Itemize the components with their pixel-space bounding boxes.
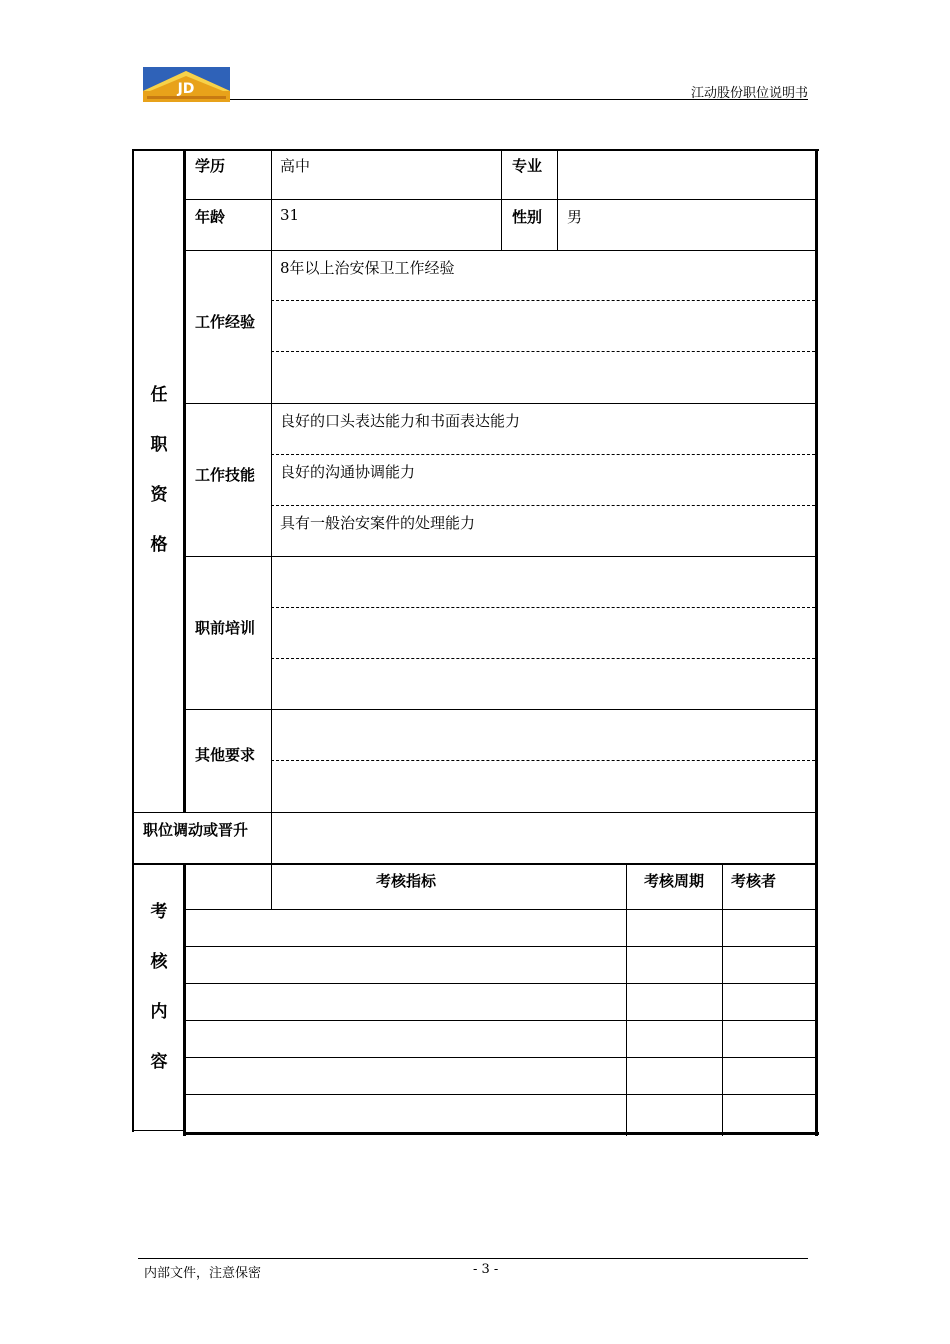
skills-label: 工作技能	[195, 466, 256, 484]
gender-label: 性别	[512, 208, 543, 226]
experience-label: 工作经验	[195, 313, 256, 331]
footer-rule	[138, 1258, 808, 1259]
svg-text:JD: JD	[177, 81, 195, 97]
age-label: 年龄	[195, 208, 226, 226]
assessment-indicator-header: 考核指标	[375, 872, 436, 890]
skills-line-3: 具有一般治安案件的处理能力	[280, 514, 476, 532]
qualification-section-label: 任 职 资 格	[150, 385, 168, 555]
skills-line-1: 良好的口头表达能力和书面表达能力	[280, 412, 521, 430]
company-logo	[143, 67, 230, 102]
promotion-label: 职位调动或晋升	[143, 821, 249, 839]
training-label: 职前培训	[195, 619, 256, 637]
skills-line-2: 良好的沟通协调能力	[280, 463, 416, 481]
document-title: 江动股份职位说明书	[690, 86, 808, 101]
assessment-period-header: 考核周期	[643, 872, 704, 890]
confidential-notice: 内部文件，注意保密	[144, 1266, 262, 1281]
education-value: 高中	[280, 157, 311, 175]
major-label: 专业	[512, 157, 543, 175]
education-label: 学历	[195, 157, 226, 175]
experience-line-1: 8年以上治安保卫工作经验	[280, 259, 455, 277]
other-requirements-label: 其他要求	[195, 746, 256, 764]
assessor-header: 考核者	[731, 872, 777, 890]
age-value: 31	[280, 206, 300, 224]
assessment-section-label: 考 核 内 容	[150, 902, 168, 1072]
page-number: - 3 -	[473, 1262, 499, 1277]
gender-value: 男	[567, 208, 583, 226]
